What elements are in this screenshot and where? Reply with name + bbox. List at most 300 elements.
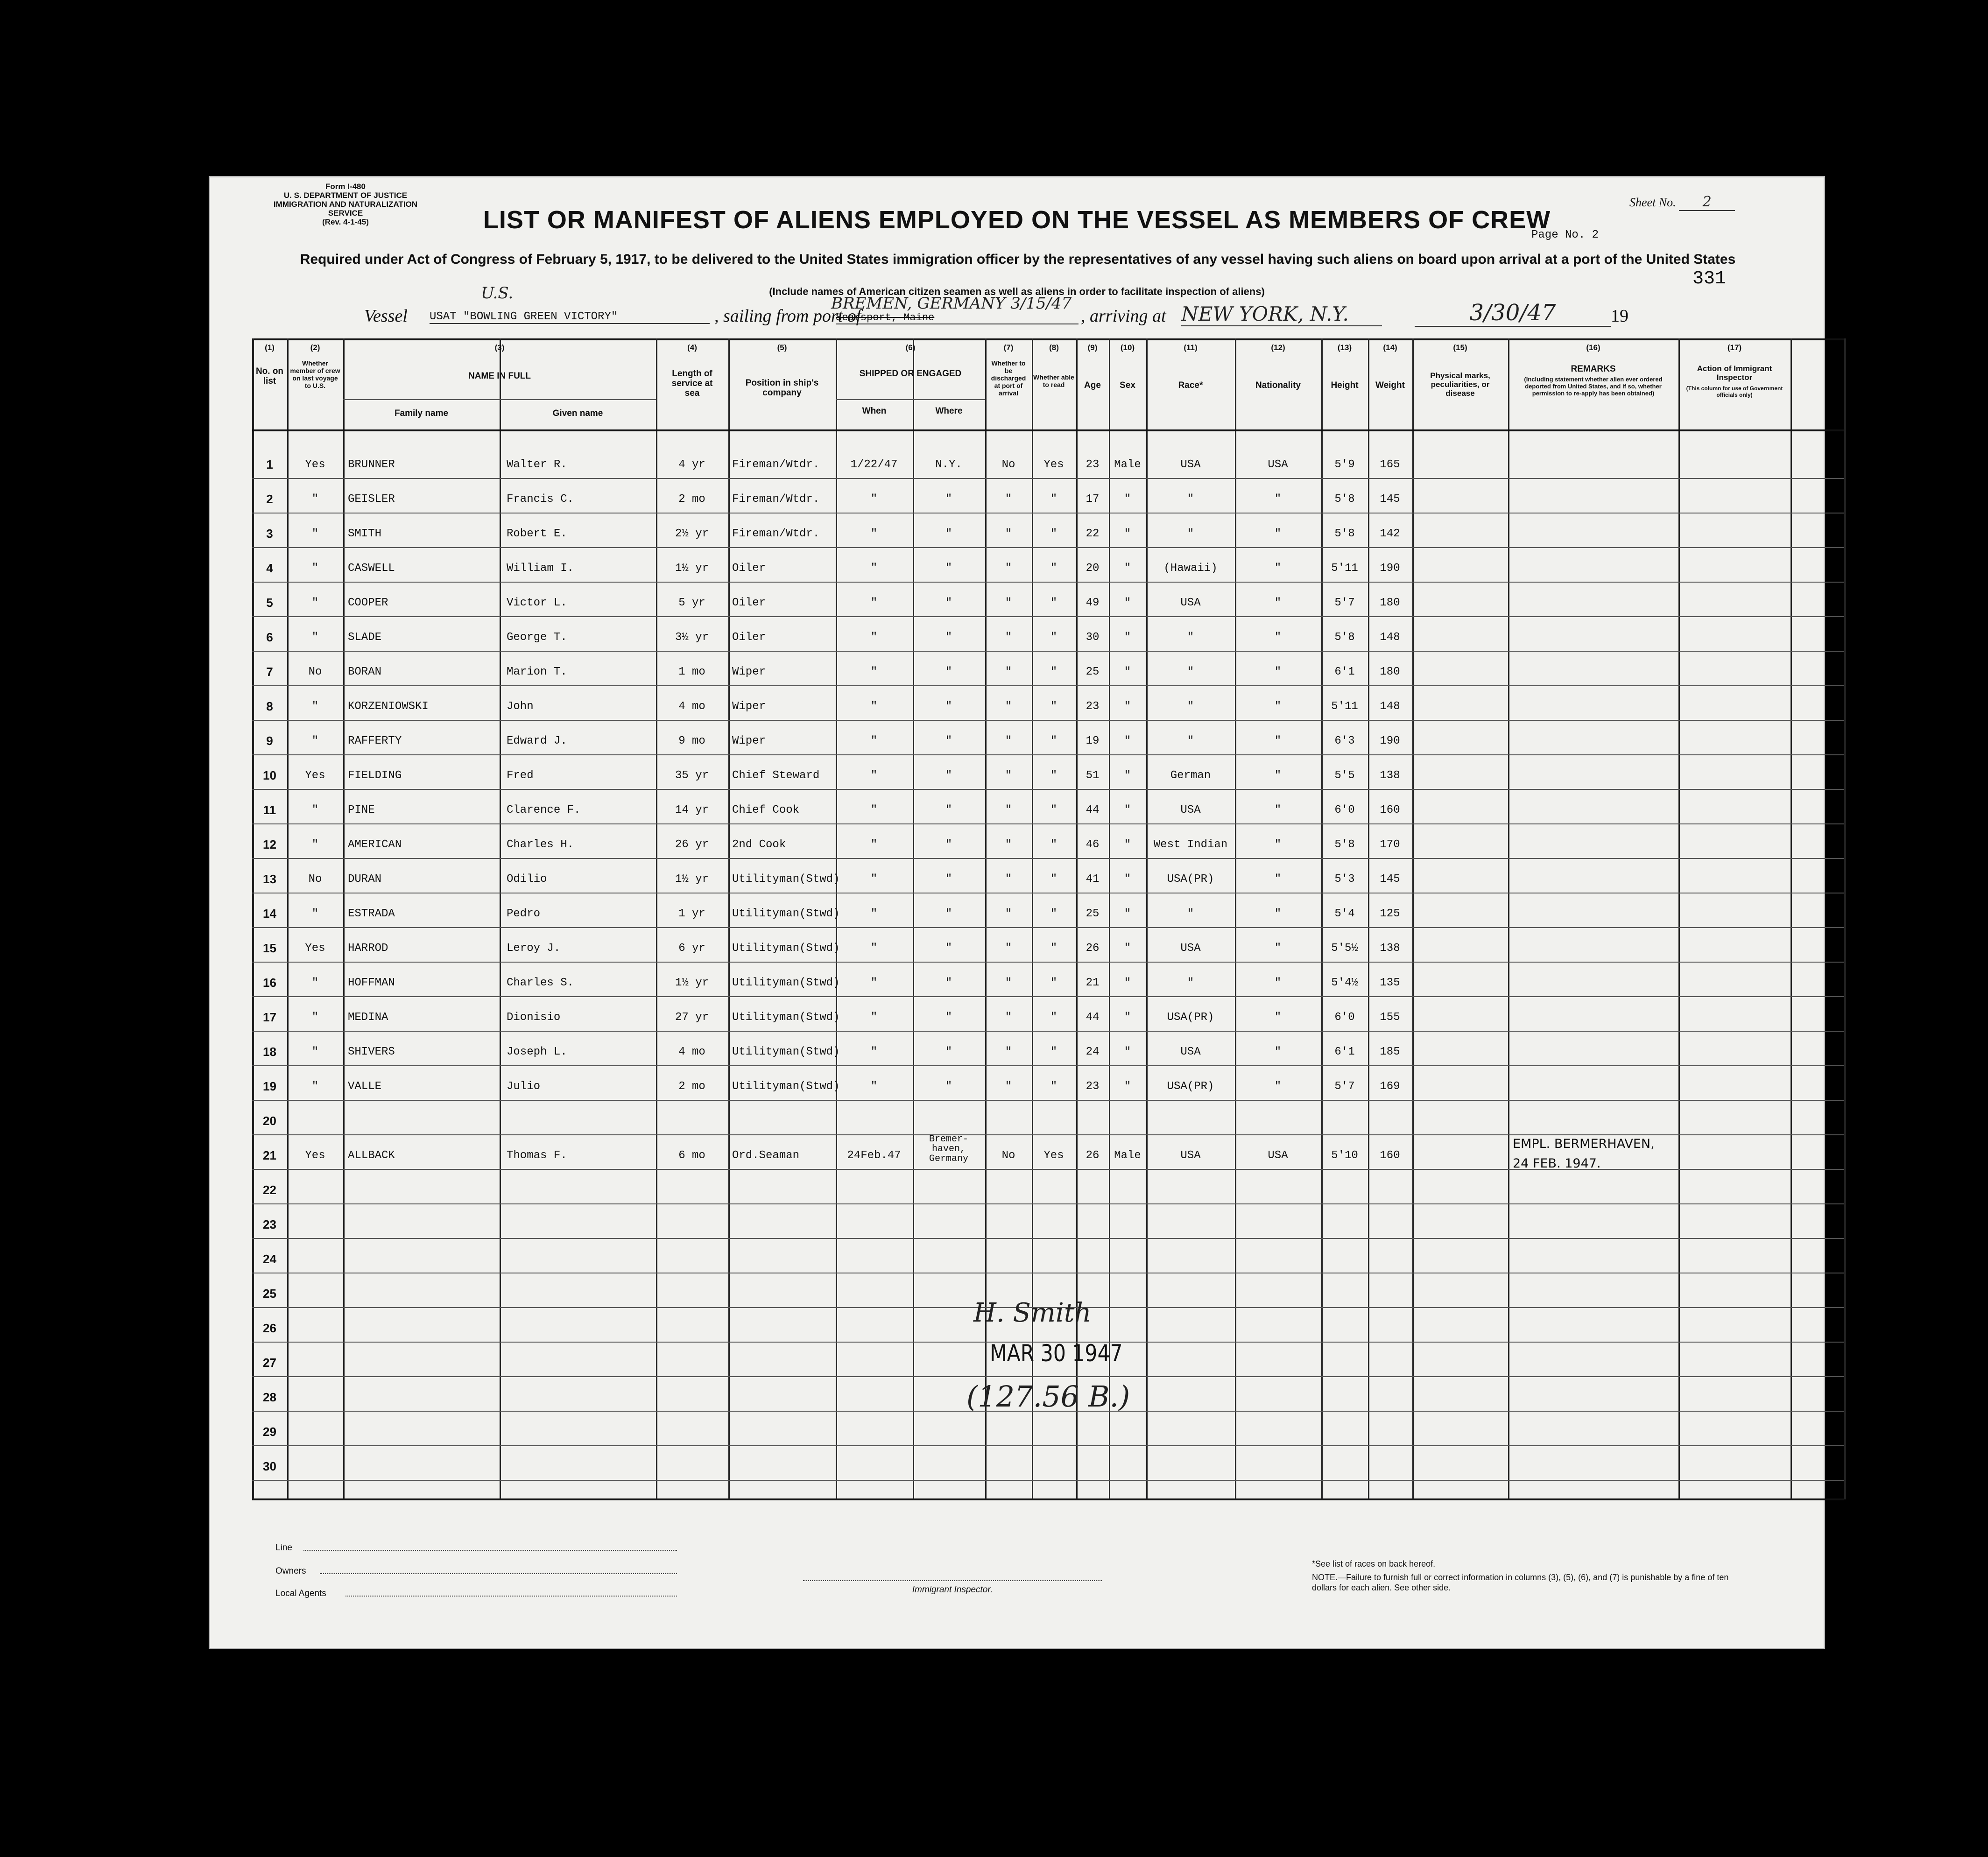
inclusion-note: (Include names of American citizen seamen as well as aliens in order to facilitate inspection of aliens) [769,286,1265,297]
row-divider [252,1203,1844,1204]
cell-read: " [1050,838,1057,851]
row-divider [252,1376,1844,1377]
cell-race: USA(PR) [1167,1080,1214,1093]
cell-family: GEISLER [348,493,395,506]
cell-read: " [1050,942,1057,955]
cell-prev: " [311,1046,319,1058]
cell-height: 6'1 [1334,666,1355,678]
row-divider [252,651,1844,652]
cell-weight: 170 [1380,838,1400,851]
row-divider [343,399,656,400]
cell-race: USA [1180,942,1201,955]
cell-read: Yes [1043,458,1064,471]
cell-prev: No [308,666,322,678]
cell-height: 5'10 [1331,1149,1358,1162]
col9-num: (9) [1087,343,1098,352]
cell-given: Joseph L. [507,1046,567,1058]
cell-weight: 190 [1380,562,1400,575]
cell-where: " [945,700,952,713]
col4-header: Length of service at sea [671,369,713,398]
cell-family: ALLBACK [348,1149,395,1162]
cell-discharged: " [1005,735,1012,747]
cell-discharged: No [1001,458,1015,471]
cell-read: " [1050,769,1057,782]
cell-nationality: " [1274,562,1282,575]
cell-race: " [1187,631,1194,644]
cell-position: Oiler [732,631,766,644]
cell-position: Fireman/Wtdr. [732,493,820,506]
cell-service: 1½ yr [675,562,709,575]
row-number: 19 [263,1079,276,1093]
row-divider [252,720,1844,721]
row-divider [836,399,985,400]
cell-sex: " [1124,700,1131,713]
cell-nationality: " [1274,804,1282,816]
arriving-label: , arriving at [1081,306,1166,326]
cell-where: " [945,977,952,989]
cell-nationality: " [1274,1080,1282,1093]
cell-sex: " [1124,873,1131,886]
col3-given-header: Given name [552,408,603,418]
cell-service: 9 mo [678,735,705,747]
col8-num: (8) [1049,343,1059,352]
cell-race: " [1187,528,1194,540]
col10-num: (10) [1120,343,1135,352]
cell-family: ESTRADA [348,907,395,920]
cell-weight: 185 [1380,1046,1400,1058]
cell-where: " [945,528,952,540]
cell-when: " [870,597,878,609]
col3-header: NAME IN FULL [468,371,531,381]
col11-num: (11) [1184,343,1198,352]
cell-age: 21 [1086,977,1100,989]
cell-service: 4 mo [678,700,705,713]
cell-read: " [1050,907,1057,920]
sailing-port-handwritten: BREMEN, GERMANY 3/15/47 [831,294,1072,313]
col15-header: Physical marks, peculiarities, or disease [1430,371,1490,398]
cell-service: 26 yr [675,838,709,851]
cell-prev: " [311,700,319,713]
cell-read: " [1050,493,1057,506]
cell-position: Chief Steward [732,769,820,782]
cell-prev: " [311,1080,319,1093]
cell-weight: 145 [1380,873,1400,886]
cell-given: Leroy J. [507,942,561,955]
cell-family: DURAN [348,873,382,886]
row-number: 2 [266,492,273,506]
cell-where: N.Y. [935,458,962,471]
cell-sex: " [1124,1046,1131,1058]
cell-family: SHIVERS [348,1046,395,1058]
row-divider [252,1238,1844,1239]
cell-when: " [870,493,878,506]
cell-given: Charles H. [507,838,574,851]
cell-position: Utilityman(Stwd) [732,907,840,920]
cell-service: 2 mo [678,493,705,506]
cell-nationality: " [1274,493,1282,506]
cell-read: " [1050,631,1057,644]
cell-given: Dionisio [507,1011,561,1024]
col12-header: Nationality [1255,380,1301,390]
cell-age: 49 [1086,597,1100,609]
cell-service: 1 mo [678,666,705,678]
crew-table [252,338,1844,1505]
row-divider [252,823,1844,824]
cell-family: HOFFMAN [348,977,395,989]
cell-sex: " [1124,838,1131,851]
col6-when-header: When [862,406,887,416]
row-divider [252,429,1844,431]
cell-race: West Indian [1153,838,1228,851]
row-number: 15 [263,941,276,955]
cell-given: Victor L. [507,597,567,609]
cell-where: " [945,597,952,609]
col16-num: (16) [1586,343,1600,352]
cell-where: " [945,562,952,575]
cell-prev: " [311,838,319,851]
cell-when: " [870,1046,878,1058]
cell-race: " [1187,493,1194,506]
cell-height: 6'0 [1334,1011,1355,1024]
row-number: 10 [263,768,276,782]
cell-race: USA [1180,597,1201,609]
cell-given: George T. [507,631,567,644]
cell-read: " [1050,597,1057,609]
cell-race: USA [1180,804,1201,816]
cell-weight: 145 [1380,493,1400,506]
cell-weight: 148 [1380,631,1400,644]
cell-service: 2 mo [678,1080,705,1093]
cell-age: 46 [1086,838,1100,851]
footer-owners-label: Owners [275,1566,306,1576]
cell-prev: Yes [305,942,325,955]
footer-line-label: Line [275,1543,292,1553]
cell-family: SMITH [348,528,382,540]
cell-discharged: No [1001,1149,1015,1162]
row-number: 25 [263,1287,276,1301]
cell-given: Francis C. [507,493,574,506]
cell-family: KORZENIOWSKI [348,700,429,713]
cell-given: Charles S. [507,977,574,989]
cell-height: 6'1 [1334,1046,1355,1058]
cell-family: RAFFERTY [348,735,402,747]
cell-discharged: " [1005,631,1012,644]
manifest-sheet [210,177,1824,1648]
cell-family: MEDINA [348,1011,388,1024]
cell-height: 6'0 [1334,804,1355,816]
cell-nationality: " [1274,700,1282,713]
cell-read: " [1050,1011,1057,1024]
cell-service: 1 yr [678,907,705,920]
cell-position: Wiper [732,700,766,713]
cell-family: FIELDING [348,769,402,782]
cell-height: 5'5½ [1331,942,1358,955]
cell-given: Odilio [507,873,547,886]
cell-service: 3½ yr [675,631,709,644]
col2-header: Whether member of crew on last voyage to U.S. [290,359,340,389]
legal-requirement: Required under Act of Congress of February 5, 1917, to be delivered to the United States immigration officer by the representatives of any vessel having such aliens on board upon arrival at a port of the United States [300,252,1736,267]
cell-when: " [870,735,878,747]
col7-header: Whether to be discharged at port of arrival [991,359,1026,397]
cell-age: 41 [1086,873,1100,886]
cell-position: Oiler [732,562,766,575]
cell-age: 23 [1086,1080,1100,1093]
cell-age: 20 [1086,562,1100,575]
cell-sex: Male [1114,1149,1141,1162]
cell-sex: " [1124,666,1131,678]
col13-num: (13) [1337,343,1352,352]
cell-age: 44 [1086,1011,1100,1024]
cell-height: 5'11 [1331,562,1358,575]
row-divider [252,858,1844,859]
cell-race: " [1187,977,1194,989]
cell-prev: " [311,631,319,644]
races-note: *See list of races on back hereof. [1312,1559,1436,1569]
cell-prev: Yes [305,1149,325,1162]
cell-height: 5'11 [1331,700,1358,713]
cell-race: (Hawaii) [1163,562,1218,575]
cell-family: VALLE [348,1080,382,1093]
cell-nationality: " [1274,597,1282,609]
inspection-date-stamp: MAR 30 1947 [990,1340,1123,1367]
cell-given: Pedro [507,907,541,920]
cell-read: " [1050,873,1057,886]
cell-prev: Yes [305,458,325,471]
cell-when: 1/22/47 [850,458,898,471]
row-divider [252,754,1844,755]
col17-num: (17) [1727,343,1742,352]
cell-age: 26 [1086,1149,1100,1162]
cell-age: 24 [1086,1046,1100,1058]
row-number: 12 [263,837,276,851]
row-number: 4 [266,561,273,575]
cell-service: 2½ yr [675,528,709,540]
cell-discharged: " [1005,666,1012,678]
cell-given: Julio [507,1080,541,1093]
immigrant-inspector-signature-label: Immigrant Inspector. [912,1585,993,1595]
cell-read: " [1050,666,1057,678]
row-number: 26 [263,1321,276,1335]
col14-num: (14) [1383,343,1397,352]
cell-when: " [870,631,878,644]
cell-when: " [870,700,878,713]
cell-height: 5'8 [1334,838,1355,851]
cell-when: " [870,666,878,678]
row-number: 23 [263,1217,276,1231]
sailing-label: , sailing from port of [714,306,861,326]
sailing-port-struck: Searsport, Maine [836,312,1079,324]
stamp-number: 331 [1692,268,1727,289]
inspector-initials: H. Smith [973,1298,1092,1328]
cell-family: COOPER [348,597,388,609]
row-divider [252,1480,1844,1481]
cell-position: Oiler [732,597,766,609]
cell-family: SLADE [348,631,382,644]
cell-height: 5'8 [1334,493,1355,506]
cell-race: USA [1180,1149,1201,1162]
cell-sex: " [1124,1080,1131,1093]
row-divider [252,1100,1844,1101]
cell-race: USA [1180,1046,1201,1058]
cell-service: 6 mo [678,1149,705,1162]
cell-nationality: " [1274,666,1282,678]
cell-position: Utilityman(Stwd) [732,1011,840,1024]
row-number: 20 [263,1114,276,1128]
cell-family: AMERICAN [348,838,402,851]
row-number: 11 [263,803,276,817]
cell-when: " [870,942,878,955]
cell-discharged: " [1005,977,1012,989]
cell-given: Marion T. [507,666,567,678]
cell-age: 25 [1086,907,1100,920]
cell-prev: " [311,562,319,575]
cell-when: " [870,528,878,540]
row-number: 1 [266,457,273,471]
cell-sex: " [1124,597,1131,609]
cell-race: German [1170,769,1211,782]
cell-where: " [945,666,952,678]
cell-discharged: " [1005,528,1012,540]
cell-weight: 169 [1380,1080,1400,1093]
arrival-date: 3/30/47 [1415,300,1611,327]
cell-when: " [870,838,878,851]
cell-when: " [870,1080,878,1093]
cell-height: 5'3 [1334,873,1355,886]
cell-nationality: USA [1268,458,1288,471]
cell-prev: " [311,977,319,989]
cell-where: " [945,804,952,816]
cell-height: 5'9 [1334,458,1355,471]
cell-race: " [1187,907,1194,920]
col3-num: (3) [494,343,505,352]
year-label: 19 [1611,306,1628,326]
cell-read: " [1050,735,1057,747]
row-number: 17 [263,1010,276,1024]
col1-header: No. on list [255,366,284,386]
cell-weight: 180 [1380,666,1400,678]
cell-height: 6'3 [1334,735,1355,747]
row-number: 29 [263,1425,276,1439]
cell-read: " [1050,1046,1057,1058]
cell-discharged: " [1005,562,1012,575]
cell-nationality: " [1274,873,1282,886]
col8-header: Whether able to read [1033,373,1074,388]
cell-nationality: " [1274,1011,1282,1024]
cell-weight: 138 [1380,942,1400,955]
cell-weight: 148 [1380,700,1400,713]
cell-discharged: " [1005,804,1012,816]
cell-age: 26 [1086,942,1100,955]
cell-age: 44 [1086,804,1100,816]
file-code: (127.56 B.) [966,1379,1130,1414]
cell-prev: " [311,1011,319,1024]
cell-service: 6 yr [678,942,705,955]
row-number: 22 [263,1183,276,1197]
cell-age: 19 [1086,735,1100,747]
cell-position: Utilityman(Stwd) [732,1046,840,1058]
cell-height: 5'7 [1334,1080,1355,1093]
col10-header: Sex [1120,380,1135,390]
cell-position: Wiper [732,666,766,678]
cell-prev: " [311,528,319,540]
col6-num: (6) [905,343,916,352]
cell-sex: " [1124,769,1131,782]
col6-where-header: Where [935,406,963,416]
cell-nationality: " [1274,942,1282,955]
cell-where: " [945,769,952,782]
cell-position: Wiper [732,735,766,747]
cell-service: 14 yr [675,804,709,816]
col6-header: SHIPPED OR ENGAGED [859,369,962,379]
cell-service: 1½ yr [675,873,709,886]
cell-age: 25 [1086,666,1100,678]
cell-prev: " [311,597,319,609]
cell-when: " [870,977,878,989]
row-divider [252,685,1844,686]
cell-age: 17 [1086,493,1100,506]
row-divider [252,1445,1844,1446]
cell-family: BORAN [348,666,382,678]
cell-nationality: " [1274,528,1282,540]
cell-prev: No [308,873,322,886]
col16-header: REMARKS [1571,364,1616,374]
row-divider [252,962,1844,963]
cell-race: USA [1180,458,1201,471]
cell-nationality: " [1274,769,1282,782]
cell-when: " [870,562,878,575]
cell-family: BRUNNER [348,458,395,471]
column-divider [1844,338,1846,1499]
cell-family: CASWELL [348,562,395,575]
cell-when: " [870,907,878,920]
cell-age: 22 [1086,528,1100,540]
col3-family-header: Family name [394,408,449,418]
cell-discharged: " [1005,1080,1012,1093]
row-number: 18 [263,1045,276,1059]
col9-header: Age [1084,380,1101,390]
row-divider [252,996,1844,997]
cell-position: Utilityman(Stwd) [732,942,840,955]
cell-where: " [945,838,952,851]
cell-discharged: " [1005,493,1012,506]
cell-given: John [507,700,534,713]
cell-service: 1½ yr [675,977,709,989]
cell-position: Utilityman(Stwd) [732,873,840,886]
cell-discharged: " [1005,1046,1012,1058]
cell-sex: " [1124,1011,1131,1024]
cell-position: Utilityman(Stwd) [732,977,840,989]
row-divider [252,927,1844,928]
cell-race: USA(PR) [1167,1011,1214,1024]
row-number: 28 [263,1390,276,1404]
col2-num: (2) [310,343,320,352]
col16-note: (Including statement whether alien ever ordered deported from United States, and if so, whether permission to re-apply has been obtained) [1524,376,1663,397]
cell-sex: " [1124,804,1131,816]
cell-where: " [945,1046,952,1058]
cell-race: USA(PR) [1167,873,1214,886]
cell-service: 4 mo [678,1046,705,1058]
cell-age: 51 [1086,769,1100,782]
cell-read: Yes [1043,1149,1064,1162]
cell-prev: " [311,907,319,920]
cell-sex: " [1124,942,1131,955]
row-divider [252,1031,1844,1032]
cell-weight: 160 [1380,1149,1400,1162]
cell-position: Fireman/Wtdr. [732,528,820,540]
cell-nationality: " [1274,1046,1282,1058]
row-divider [252,547,1844,548]
cell-race: " [1187,735,1194,747]
